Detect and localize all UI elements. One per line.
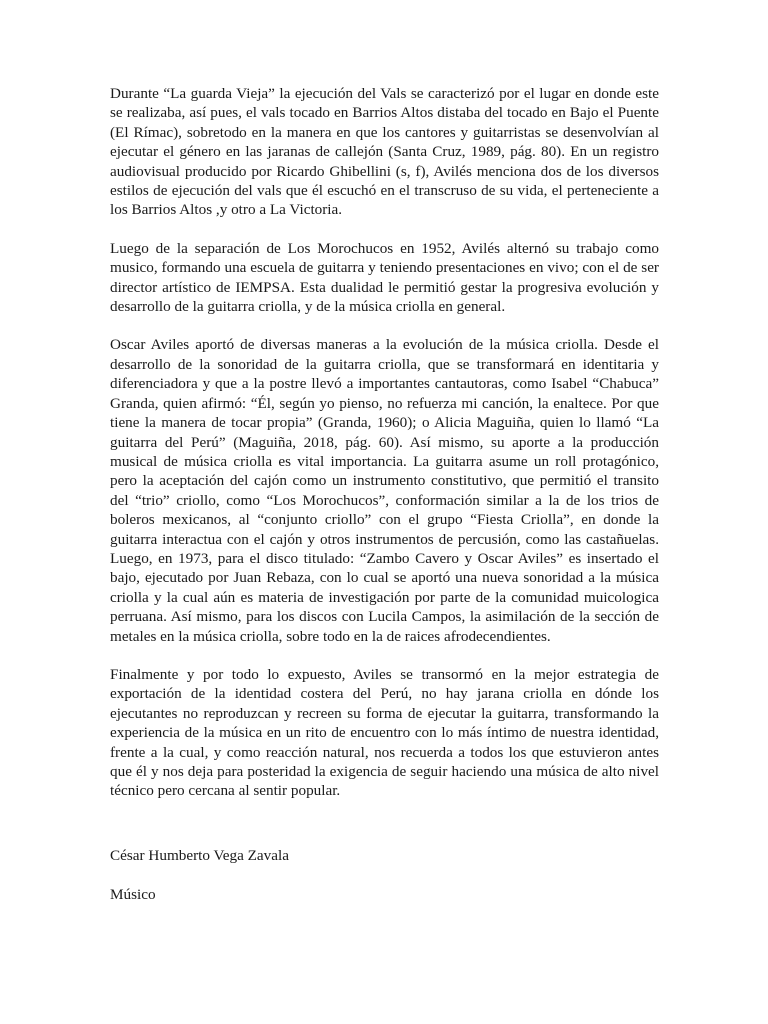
paragraph-morochucos: Luego de la separación de Los Morochucos en 1952, Avilés alternó su trabajo como musico, formando una escuela de guitarra y teniendo presentaciones en vivo; con el de ser director artístico de IEMPSA. Esta dualidad le permitió gestar la progresiva evolución y desarrollo de la guitarra criolla, y de la música criolla en general.	[110, 239, 659, 316]
paragraph-conclusion: Finalmente y por todo lo expuesto, Aviles se transormó en la mejor estrategia de exportación de la identidad costera del Perú, no hay jarana criolla en dónde los ejecutantes no reproduzcan y recreen su forma de ejecutar la guitarra, transformando la experiencia de la música en un rito de encuentro con lo más íntimo de nuestra identidad, frente a la cual, y como reacción natural, nos recuerda a todos los que estuvieron antes que él y nos deja para posteridad la exigencia de seguir haciendo una música de alto nivel técnico pero cercana al sentir popular.	[110, 665, 659, 800]
author-name: César Humberto Vega Zavala	[110, 846, 289, 864]
paragraph-guarda-vieja: Durante “La guarda Vieja” la ejecución del Vals se caracterizó por el lugar en donde este se realizaba, así pues, el vals tocado en Barrios Altos distaba del tocado en Bajo el Puente (El Rímac), sobretodo en la manera en que los cantores y guitarristas se desenvolvían al ejecutar el género en las jaranas de callejón (Santa Cruz, 1989, pág. 80). En un registro audiovisual producido por Ricardo Ghibellini (s, f), Avilés menciona dos de los diversos estilos de ejecución del vals que él escuchó en el transcruso de su vida, el perteneciente a los Barrios Altos ,y otro a La Victoria.	[110, 85, 659, 219]
signature-block	[110, 846, 659, 905]
document-page	[110, 84, 659, 925]
author-role: Músico	[110, 886, 156, 904]
paragraph-aportes: Oscar Aviles aportó de diversas maneras a la evolución de la música criolla. Desde el desarrollo de la sonoridad de la guitarra criolla, que se transformará en identitaria y diferenciadora y que a la postre llevó a importantes cantautoras, como Isabel “Chabuca” Granda, quien afirmó: “Él, según yo pienso, no refuerza mi canción, la enaltece. Por que tiene la manera de tocar propia” (Granda, 1960); o Alicia Maguiña, quien lo llamó “La guitarra del Perú” (Maguiña, 2018, pág. 60). Así mismo, su aporte a la producción musical de música criolla es vital importancia. La guitarra asume un roll protagónico, pero la aceptación del cajón como un instrumento constitutivo, que permitió el transito del “trio” criollo, como “Los Morochucos”, conformación similar a la de los trios de boleros mexicanos, al “conjunto criollo” con el grupo “Fiesta Criolla”, en donde la guitarra interactua con el cajón y otros instrumentos de percusión, como las castañuelas. Luego, en 1973, para el disco titulado: “Zambo Cavero y Oscar Aviles” es insertado el bajo, ejecutado por Juan Rebaza, con lo cual se aportó una nueva sonoridad a la música criolla y la cual aún es materia de investigación por parte de la comunidad muicologica perruana. Así mismo, para los discos con Lucila Campos, la asimilación de la sección de metales en la música criolla, sobre todo en la de raices afrodecendientes.	[110, 336, 659, 645]
